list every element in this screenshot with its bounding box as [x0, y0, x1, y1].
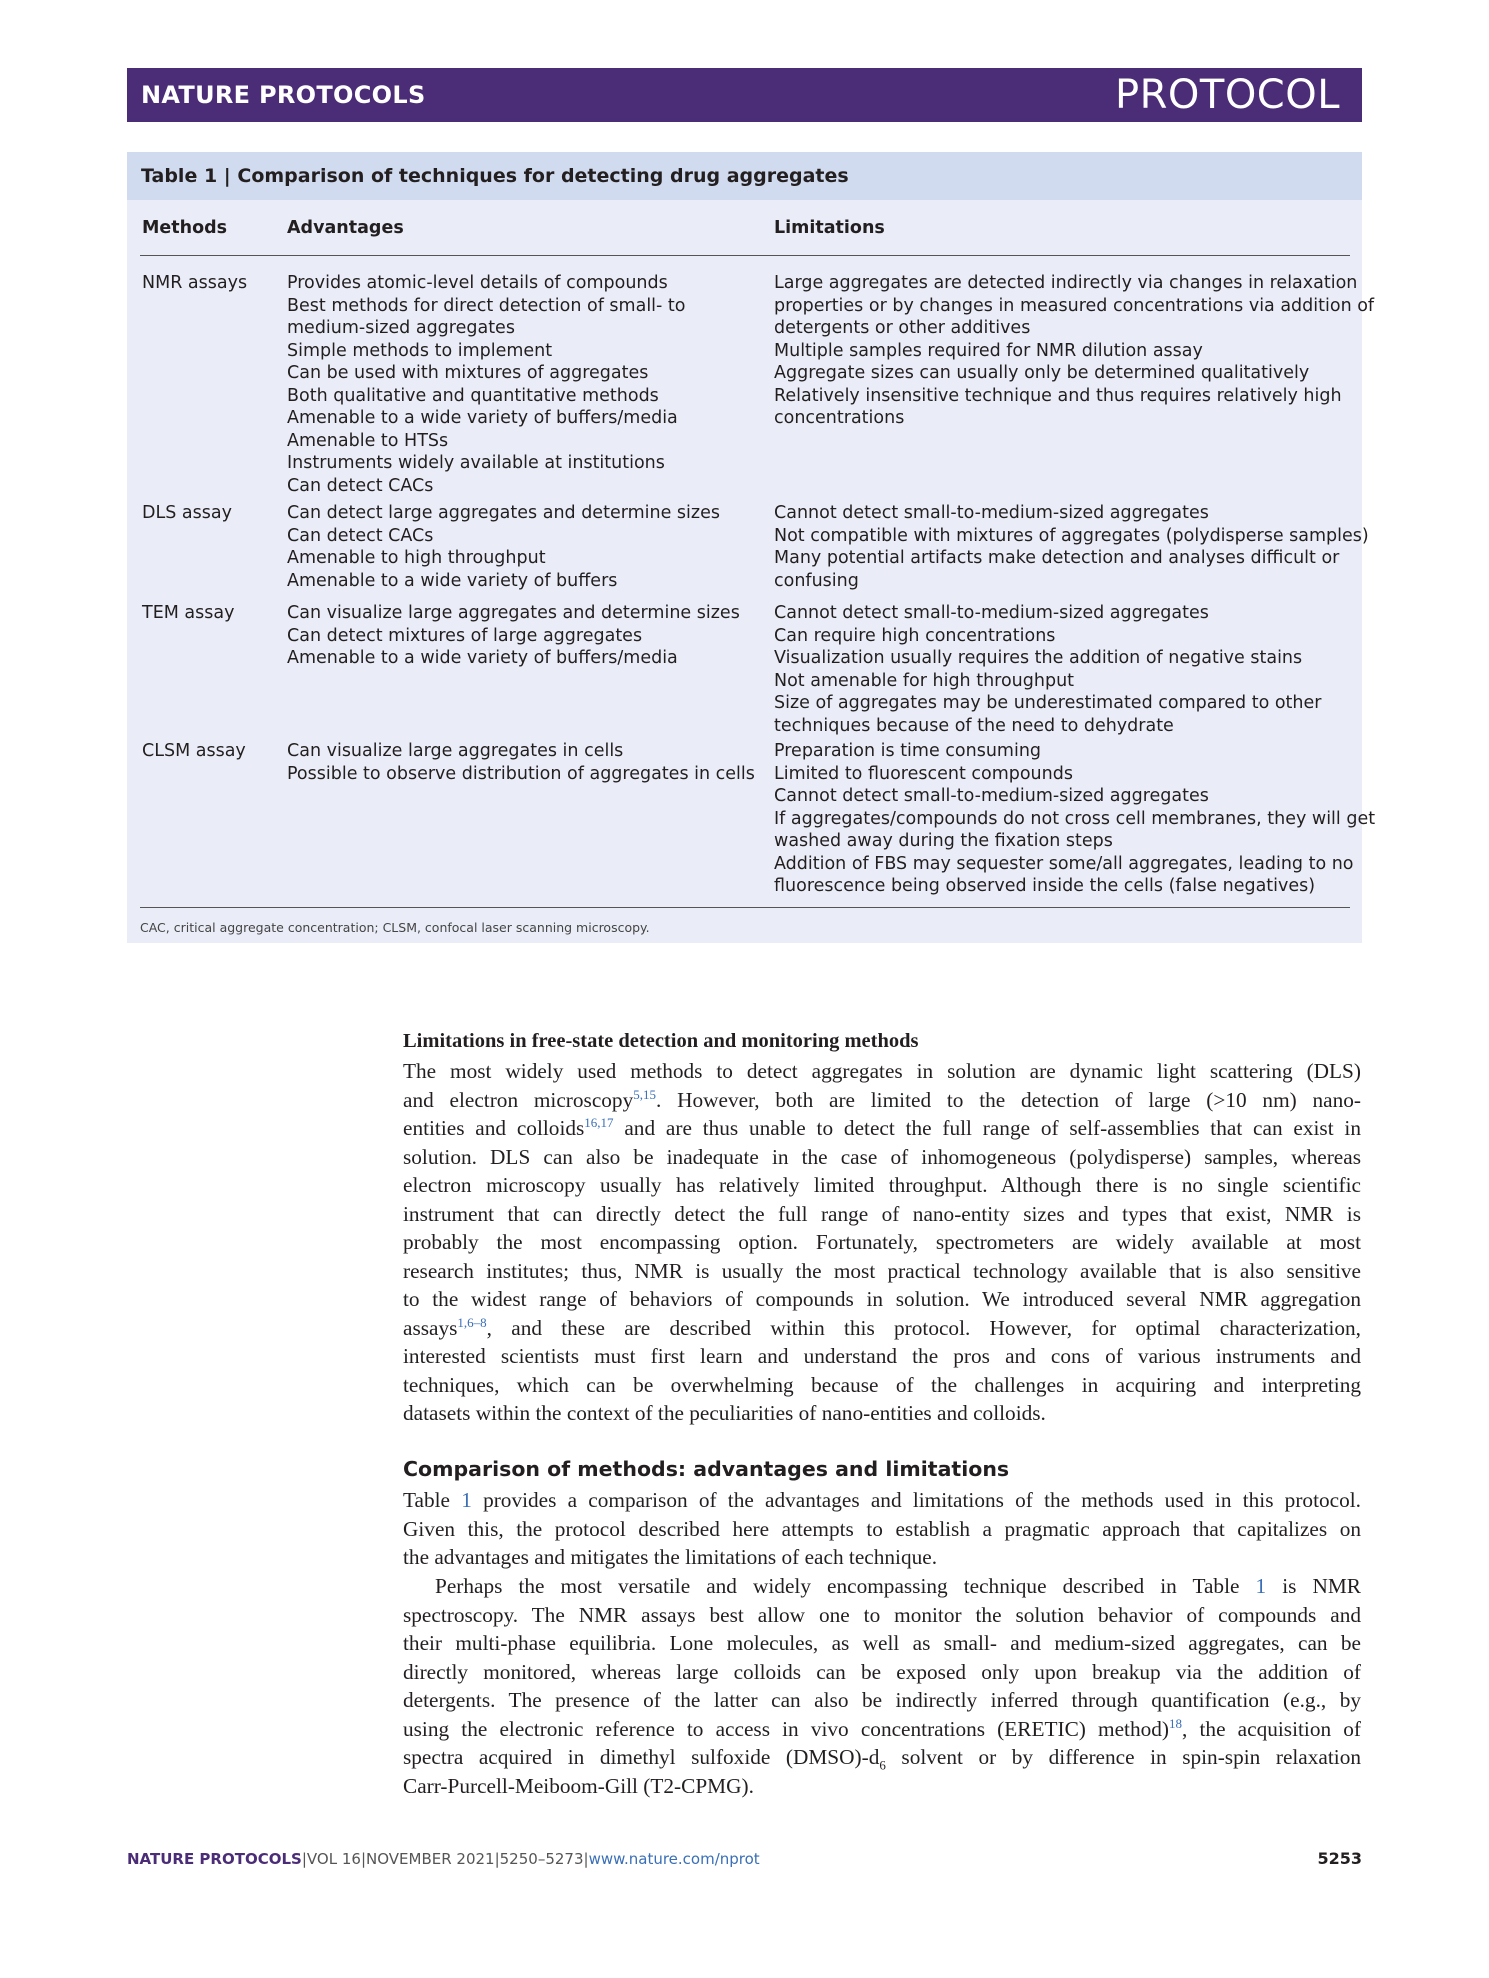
text-line	[403, 1601, 1361, 1630]
cell-line: Both qualitative and quantitative methods	[287, 385, 659, 406]
cell-limitations	[774, 602, 1321, 737]
page-footer	[127, 1850, 760, 1868]
text-line	[403, 1143, 1361, 1172]
text-line	[403, 1086, 1361, 1115]
text-line	[403, 1658, 1361, 1687]
table-label: Table 1	[141, 165, 218, 187]
cell-line: Multiple samples required for NMR dilution assay	[774, 340, 1203, 361]
cell-line: Can detect CACs	[287, 525, 434, 546]
cell-line: Relatively insensitive technique and thus requires relatively high	[774, 385, 1342, 406]
text-run: the advantages and mitigates the limitations of each technique.	[403, 1545, 938, 1569]
text-run: techniques, which can be overwhelming because of the challenges in acquiring and interpreting	[403, 1372, 1361, 1397]
text-run: solvent or by difference in spin-spin relaxation	[885, 1745, 1361, 1769]
cell-advantages	[287, 502, 720, 592]
table-caption-separator: |	[223, 165, 231, 187]
table-footnote: CAC, critical aggregate concentration; CLSM, confocal laser scanning microscopy.	[140, 920, 650, 935]
cell-line: techniques because of the need to dehydrate	[774, 715, 1174, 736]
cell-line: Amenable to HTSs	[287, 430, 449, 451]
text-run: . However, both are limited to the detection of large (>10 nm) nano-	[655, 1087, 1361, 1112]
cell-limitations	[774, 272, 1374, 430]
text-run: probably the most encompassing option. Fortunately, spectrometers are widely available at most	[403, 1230, 1361, 1254]
text-line	[403, 1257, 1361, 1286]
column-header-limitations: Limitations	[774, 218, 885, 238]
cell-line: Amenable to high throughput	[287, 548, 546, 568]
cell-line: Not amenable for high throughput	[774, 670, 1075, 691]
citation-link[interactable]: 16,17	[584, 1114, 614, 1130]
column-header-advantages: Advantages	[287, 218, 404, 238]
cell-line: Cannot detect small-to-medium-sized aggregates	[774, 503, 1209, 523]
text-run: datasets within the context of the peculiarities of nano-entities and colloids.	[403, 1401, 1046, 1425]
text-run: detergents. The presence of the latter can also be indirectly inferred through quantification (e.g., by	[403, 1688, 1361, 1712]
cell-line: Provides atomic-level details of compounds	[287, 273, 668, 293]
cell-line: Aggregate sizes can usually only be determined qualitatively	[774, 363, 1310, 383]
text-run: Given this, the protocol described here attempts to establish a pragmatic approach that capitalizes on	[403, 1516, 1361, 1541]
column-header-methods: Methods	[142, 218, 228, 238]
cell-line: detergents or other additives	[774, 318, 1031, 338]
cell-line: Large aggregates are detected indirectly via changes in relaxation	[774, 273, 1358, 293]
footer-date: NOVEMBER 2021	[366, 1850, 495, 1868]
cell-method: DLS assay	[142, 503, 232, 523]
text-run: The most widely used methods to detect aggregates in solution are dynamic light scattering (DLS)	[403, 1059, 1361, 1083]
footer-sep: |	[583, 1850, 589, 1868]
text-run: Carr-Purcell-Meiboom-Gill (T2-CPMG).	[403, 1773, 754, 1798]
text-line	[403, 1114, 1361, 1143]
text-run: and electron microscopy	[403, 1087, 634, 1112]
text-line	[403, 1285, 1361, 1314]
cell-line: medium-sized aggregates	[287, 318, 515, 338]
text-run: provides a comparison of the advantages and limitations of the methods used in this protocol.	[471, 1488, 1361, 1512]
text-line	[403, 1228, 1361, 1257]
text-run: their multi-phase equilibria. Lone molecules, as well as small- and medium-sized aggregates, can be	[403, 1631, 1361, 1655]
text-run: , and these are described within this protocol. However, for optimal characterization,	[486, 1315, 1361, 1340]
table-title: Comparison of techniques for detecting drug aggregates	[237, 165, 849, 187]
text-line	[403, 1515, 1361, 1544]
cell-line: Possible to observe distribution of aggregates in cells	[287, 763, 755, 784]
footer-volume: VOL 16	[306, 1850, 361, 1868]
table-1	[127, 152, 1376, 943]
cell-line: If aggregates/compounds do not cross cell membranes, they will get	[774, 808, 1376, 829]
footer-pages: 5250–5273	[499, 1850, 584, 1868]
text-run: instrument that can directly detect the full range of nano-entity sizes and types that exist, NMR is	[403, 1201, 1361, 1226]
text-run: is NMR	[1266, 1574, 1362, 1598]
text-run: and are thus unable to detect the full range of self-assemblies that can exist in	[613, 1116, 1361, 1140]
cell-line: confusing	[774, 570, 859, 591]
cell-line: Many potential artifacts make detection and analyses difficult or	[774, 548, 1340, 568]
cell-line: Can visualize large aggregates and determine sizes	[287, 603, 740, 623]
footer-journal: NATURE PROTOCOLS	[127, 1850, 302, 1868]
cell-line: Can detect mixtures of large aggregates	[287, 625, 643, 646]
cell-line: washed away during the fixation steps	[774, 831, 1113, 851]
text-line	[403, 1743, 1361, 1772]
cell-line: Best methods for direct detection of small- to	[287, 295, 686, 316]
text-line	[403, 1772, 1361, 1801]
cell-line: Cannot detect small-to-medium-sized aggregates	[774, 786, 1209, 806]
text-run: assays	[403, 1315, 458, 1340]
citation-link[interactable]: 1,6–8	[457, 1314, 487, 1330]
footer-sep: |	[494, 1850, 500, 1868]
cell-line: Limited to fluorescent compounds	[774, 763, 1073, 784]
text-line	[403, 1543, 1361, 1572]
text-run: research institutes; thus, NMR is usually the most practical technology available that is also sensitive	[403, 1258, 1361, 1283]
cell-line: properties or by changes in measured concentrations via addition of	[774, 295, 1375, 316]
cell-line: Size of aggregates may be underestimated compared to other	[774, 693, 1322, 713]
text-run: using the electronic reference to access in vivo concentrations (ERETIC) method)	[403, 1716, 1170, 1741]
cell-line: Can detect large aggregates and determine sizes	[287, 503, 720, 523]
cell-line: fluorescence being observed inside the cells (false negatives)	[774, 876, 1316, 896]
cell-limitations	[774, 502, 1369, 592]
cell-line: Amenable to a wide variety of buffers/media	[287, 408, 678, 428]
table-reference-link[interactable]: 1	[1255, 1574, 1267, 1598]
text-run: to the widest range of behaviors of compounds in solution. We introduced several NMR aggregation	[403, 1287, 1361, 1311]
cell-advantages	[287, 740, 755, 785]
text-run: directly monitored, whereas large colloids can be exposed only upon breakup via the addition of	[403, 1659, 1361, 1684]
cell-method: CLSM assay	[142, 741, 246, 761]
text-line	[403, 1371, 1361, 1400]
subscript: 6	[879, 1757, 886, 1773]
page-number: 5253	[1317, 1849, 1362, 1868]
article-type: PROTOCOL	[1114, 72, 1340, 118]
text-line	[403, 1629, 1361, 1658]
cell-line: Amenable to a wide variety of buffers	[287, 570, 618, 591]
text-line	[403, 1572, 1361, 1601]
footer-sep: |	[301, 1850, 307, 1868]
cell-line: Addition of FBS may sequester some/all aggregates, leading to no	[774, 853, 1354, 874]
cell-advantages	[287, 602, 740, 670]
cell-line: Amenable to a wide variety of buffers/media	[287, 648, 678, 668]
section-heading-limitations: Limitations in free-state detection and monitoring methods	[403, 1030, 919, 1052]
cell-line: Cannot detect small-to-medium-sized aggregates	[774, 603, 1209, 623]
text-line	[403, 1314, 1361, 1343]
text-line	[403, 1200, 1361, 1229]
section-heading-comparison: Comparison of methods: advantages and limitations	[403, 1457, 1010, 1481]
section-comparison-paragraph-1	[403, 1486, 1361, 1572]
cell-line: Can be used with mixtures of aggregates	[287, 363, 649, 383]
citation-link[interactable]: 18	[1169, 1715, 1183, 1731]
text-line	[403, 1486, 1361, 1515]
text-run: spectra acquired in dimethyl sulfoxide (DMSO)-d	[403, 1745, 880, 1769]
text-run: entities and colloids	[403, 1116, 585, 1140]
cell-method: TEM assay	[142, 603, 235, 623]
footer-url-link[interactable]: www.nature.com/nprot	[588, 1850, 760, 1868]
cell-line: concentrations	[774, 408, 905, 428]
text-run: electron microscopy usually has relatively limited throughput. Although there is no single scientific	[403, 1173, 1361, 1197]
table-header-rule	[140, 255, 1350, 256]
text-line	[403, 1715, 1361, 1744]
cell-line: Instruments widely available at institutions	[287, 453, 665, 473]
cell-line: Simple methods to implement	[287, 340, 553, 361]
cell-limitations	[774, 740, 1375, 898]
cell-line: Can detect CACs	[287, 475, 434, 496]
text-run: Table	[403, 1488, 462, 1512]
citation-link[interactable]: 5,15	[633, 1086, 656, 1102]
text-run: interested scientists must first learn and understand the pros and cons of various instruments and	[403, 1344, 1361, 1368]
journal-name: NATURE PROTOCOLS	[141, 81, 426, 109]
text-line	[403, 1399, 1361, 1428]
journal-header-bar	[127, 68, 1362, 122]
text-line	[403, 1171, 1361, 1200]
section-comparison-paragraph-2	[403, 1572, 1361, 1800]
text-run: , the acquisition of	[1182, 1716, 1362, 1741]
cell-line: Can require high concentrations	[774, 625, 1056, 646]
text-line	[403, 1057, 1361, 1086]
text-line	[403, 1686, 1361, 1715]
footer-sep: |	[360, 1850, 366, 1868]
section-limitations-text	[403, 1057, 1361, 1428]
text-line	[403, 1342, 1361, 1371]
text-run: solution. DLS can also be inadequate in the case of inhomogeneous (polydisperse) samples, whereas	[403, 1144, 1361, 1169]
cell-line: Visualization usually requires the addition of negative stains	[774, 648, 1303, 668]
table-reference-link[interactable]: 1	[461, 1488, 472, 1512]
cell-line: Preparation is time consuming	[774, 741, 1042, 761]
table-caption	[127, 152, 1362, 200]
cell-line: Not compatible with mixtures of aggregates (polydisperse samples)	[774, 525, 1369, 546]
cell-line: Can visualize large aggregates in cells	[287, 741, 624, 761]
cell-method: NMR assays	[142, 273, 248, 293]
text-run: spectroscopy. The NMR assays best allow one to monitor the solution behavior of compounds and	[403, 1602, 1361, 1627]
cell-advantages	[287, 272, 686, 497]
table-bottom-rule	[140, 907, 1350, 908]
text-run: Perhaps the most versatile and widely encompassing technique described in Table	[435, 1574, 1256, 1598]
